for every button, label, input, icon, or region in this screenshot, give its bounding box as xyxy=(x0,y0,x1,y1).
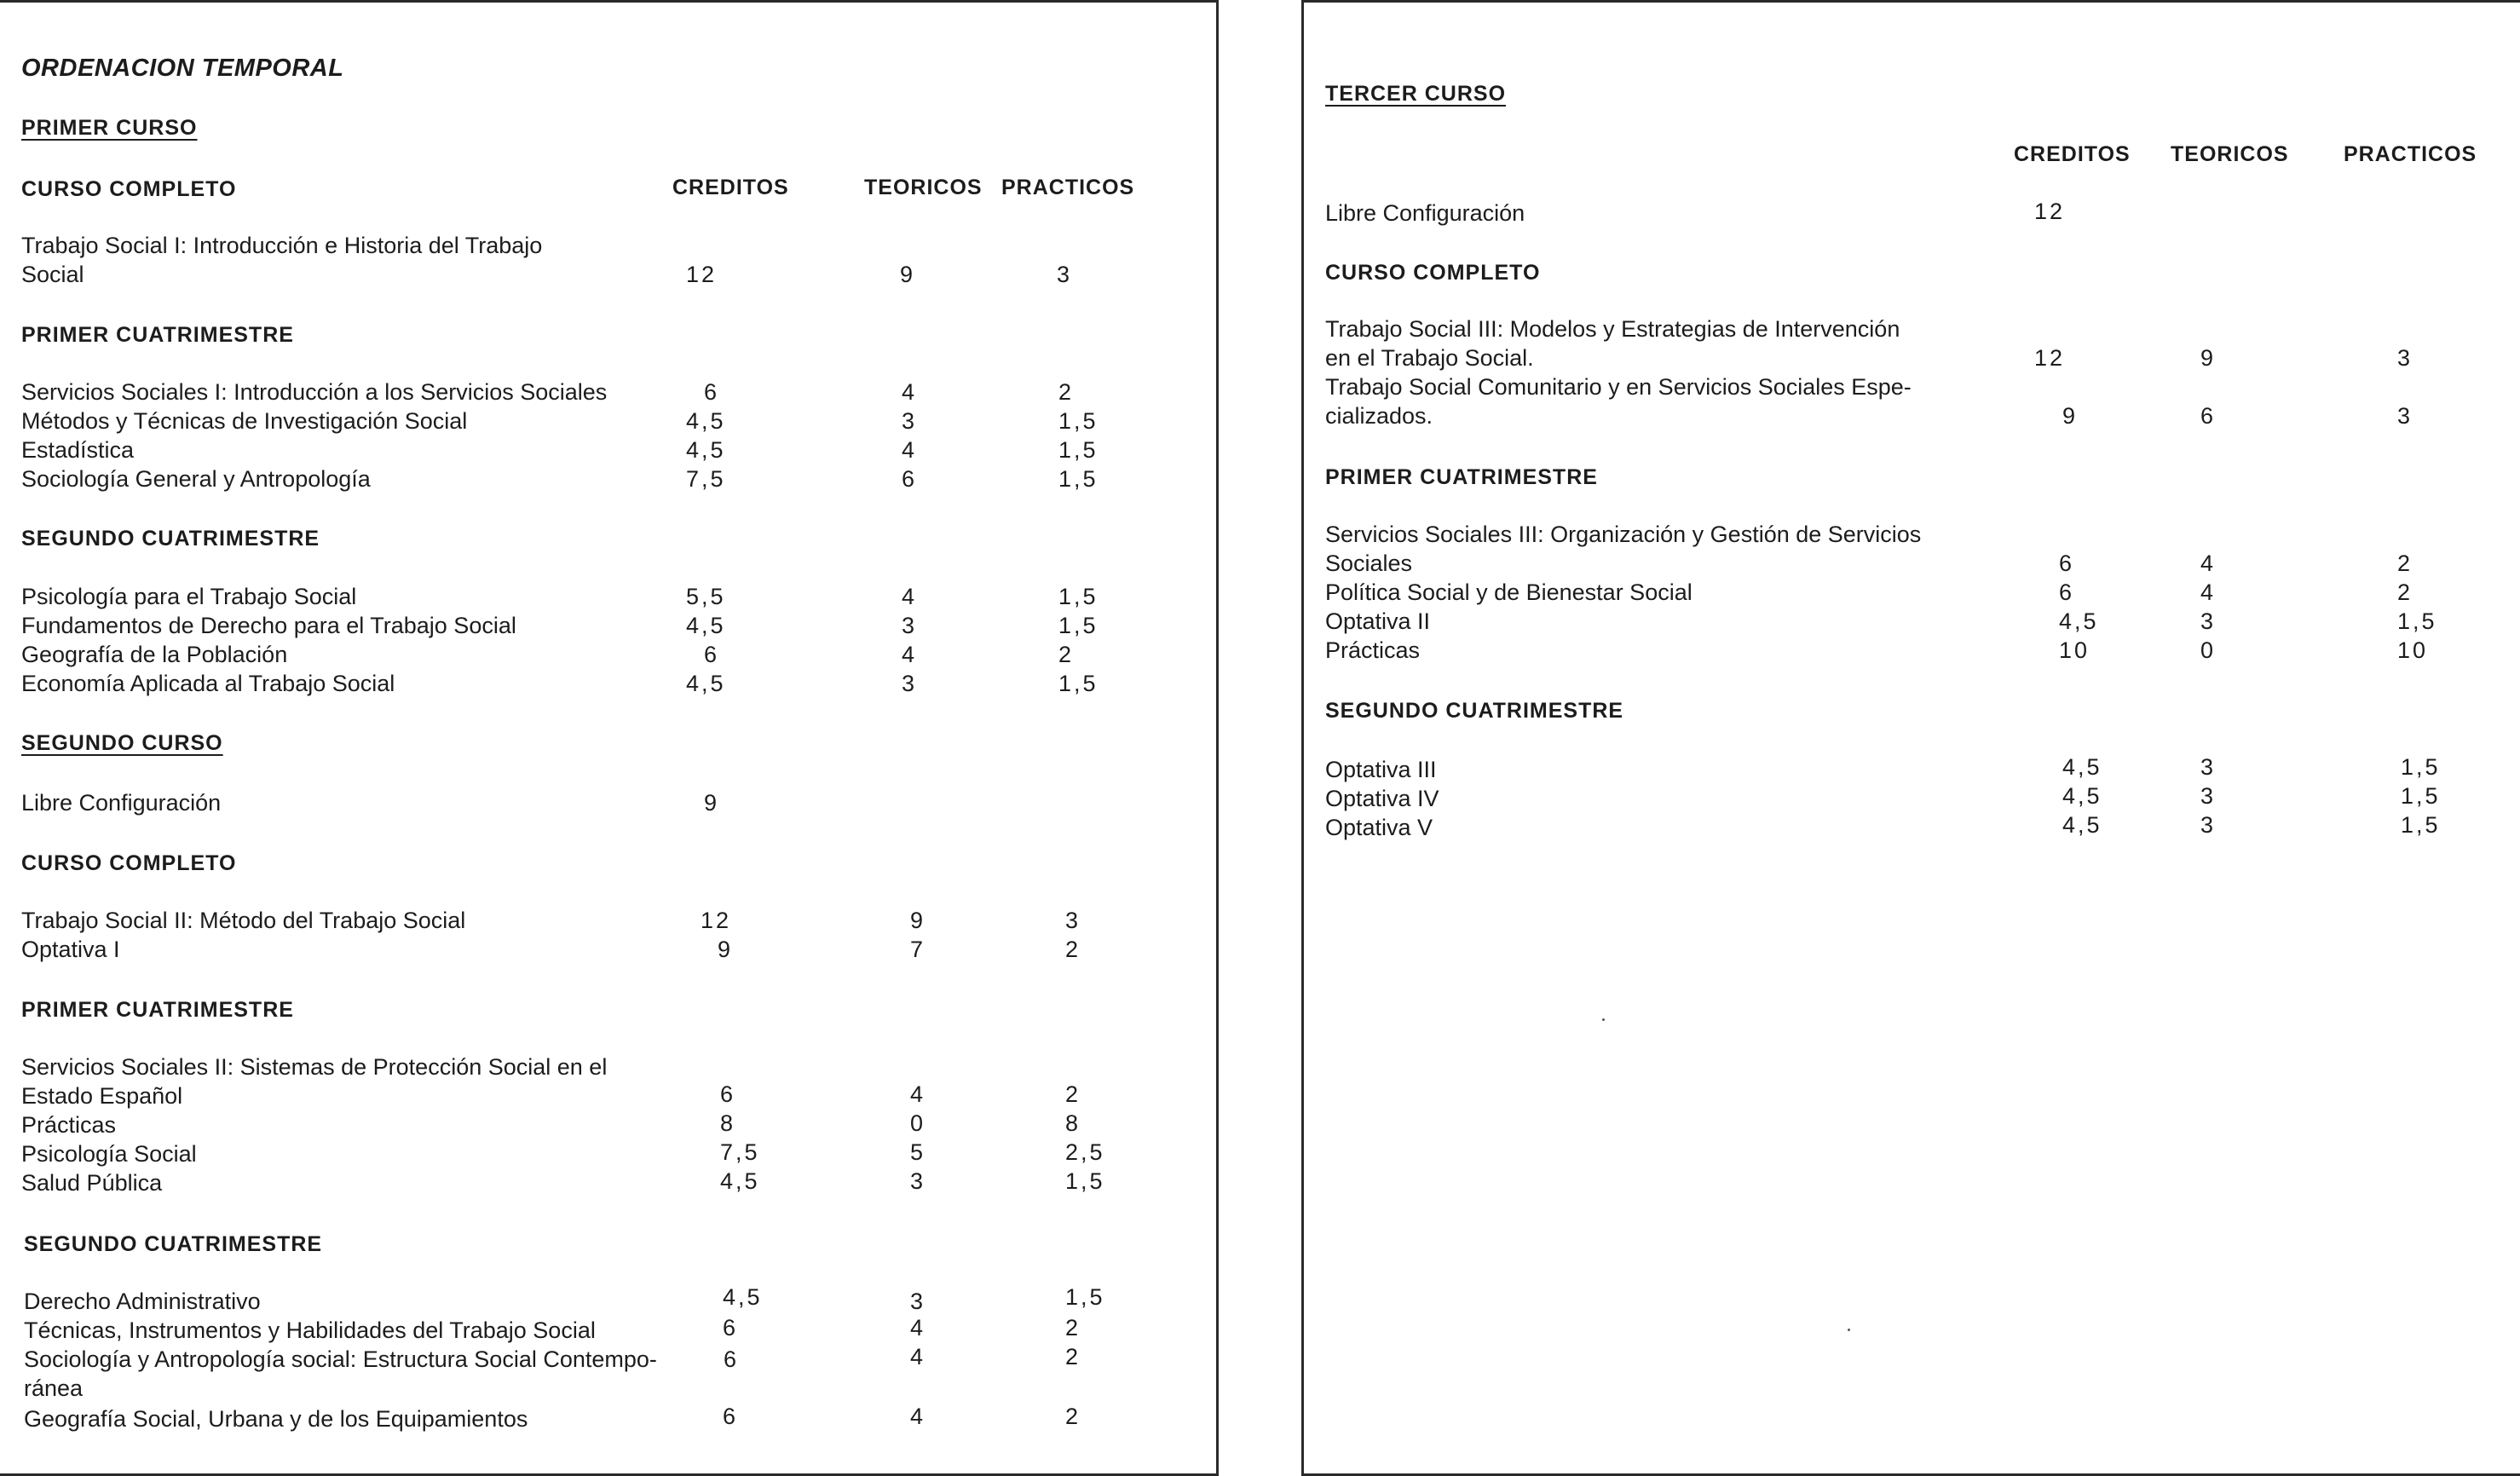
col-teoricos-header: TEORICOS xyxy=(864,176,983,199)
course-name: Trabajo Social III: Modelos y Estrategias de Intervención xyxy=(1325,316,1900,342)
course-name-cont: Social xyxy=(21,262,84,287)
practicos-value: 1,5 xyxy=(1058,466,1099,492)
tercer-curso-heading: TERCER CURSO xyxy=(1325,82,1507,106)
course-name: Sociología y Antropología social: Estructura Social Contempo- xyxy=(24,1346,657,1372)
teoricos-value: 9 xyxy=(910,908,924,933)
libre-configuracion: Libre Configuración xyxy=(1325,200,1525,226)
practicos-value: 2 xyxy=(2397,551,2411,576)
course-name: Trabajo Social II: Método del Trabajo Social xyxy=(21,908,466,933)
practicos-value: 2,5 xyxy=(1065,1139,1105,1165)
primer-cuatrimestre-heading: PRIMER CUATRIMESTRE xyxy=(21,323,294,347)
course-name: Optativa II xyxy=(1325,608,1431,634)
course-name: Servicios Sociales III: Organización y Gestión de Servicios xyxy=(1325,522,1922,547)
creditos-value: 9 xyxy=(718,937,731,962)
creditos-value: 4,5 xyxy=(686,408,726,434)
creditos-value: 6 xyxy=(2059,579,2073,605)
teoricos-value: 4 xyxy=(910,1404,924,1429)
creditos-value: 6 xyxy=(2059,551,2073,576)
creditos-value: 9 xyxy=(704,790,718,816)
left-page xyxy=(0,0,1219,1476)
practicos-value: 1,5 xyxy=(1065,1168,1105,1194)
segundo-cuatrimestre-heading: SEGUNDO CUATRIMESTRE xyxy=(24,1232,323,1256)
creditos-value: 4,5 xyxy=(686,671,726,696)
course-name: Optativa I xyxy=(21,937,120,962)
course-name: Optativa V xyxy=(1325,815,1433,840)
practicos-value: 1,5 xyxy=(1058,408,1099,434)
practicos-value: 10 xyxy=(2397,637,2429,663)
course-name: Prácticas xyxy=(21,1112,117,1138)
teoricos-value: 4 xyxy=(902,642,915,667)
course-name-cont: cializados. xyxy=(1325,403,1433,429)
primer-cuatrimestre-heading: PRIMER CUATRIMESTRE xyxy=(21,998,294,1022)
creditos-value: 10 xyxy=(2059,637,2090,663)
curso-completo-heading: CURSO COMPLETO xyxy=(1325,261,1541,285)
creditos-value: 7,5 xyxy=(720,1139,760,1165)
course-name-cont: en el Trabajo Social. xyxy=(1325,345,1534,371)
course-name: Prácticas xyxy=(1325,637,1421,663)
col-practicos-header: PRACTICOS xyxy=(2344,142,2477,166)
document-title: ORDENACION TEMPORAL xyxy=(21,55,344,82)
teoricos-value: 4 xyxy=(910,1081,924,1107)
teoricos-value: 9 xyxy=(900,262,914,287)
course-name-cont: Sociales xyxy=(1325,551,1413,576)
segundo-cuatrimestre-heading: SEGUNDO CUATRIMESTRE xyxy=(21,527,320,551)
creditos-value: 8 xyxy=(720,1110,734,1136)
practicos-value: 3 xyxy=(2397,345,2411,371)
practicos-value: 2 xyxy=(1065,937,1079,962)
practicos-value: 2 xyxy=(1065,1081,1079,1107)
col-creditos-header: CREDITOS xyxy=(2014,142,2131,166)
primer-curso-heading: PRIMER CURSO xyxy=(21,116,198,140)
col-teoricos-header: TEORICOS xyxy=(2171,142,2289,166)
practicos-value: 2 xyxy=(2397,579,2411,605)
creditos-value: 4,5 xyxy=(2062,754,2102,780)
course-name: Servicios Sociales I: Introducción a los Servicios Sociales xyxy=(21,379,608,405)
course-name: Métodos y Técnicas de Investigación Social xyxy=(21,408,468,434)
practicos-value: 1,5 xyxy=(1058,671,1099,696)
creditos-value: 5,5 xyxy=(686,584,726,609)
course-name: Geografía de la Población xyxy=(21,642,288,667)
creditos-value: 9 xyxy=(2062,403,2076,429)
course-name: Economía Aplicada al Trabajo Social xyxy=(21,671,395,696)
creditos-value: 12 xyxy=(2034,345,2066,371)
teoricos-value: 3 xyxy=(2200,783,2214,809)
practicos-value: 1,5 xyxy=(2401,754,2441,780)
teoricos-value: 4 xyxy=(910,1315,924,1341)
teoricos-value: 4 xyxy=(910,1344,924,1369)
course-name: Trabajo Social I: Introducción e Historia del Trabajo xyxy=(21,233,543,258)
practicos-value: 2 xyxy=(1058,379,1072,405)
teoricos-value: 3 xyxy=(902,671,915,696)
course-name: Psicología Social xyxy=(21,1141,197,1167)
creditos-value: 6 xyxy=(704,642,718,667)
teoricos-value: 4 xyxy=(2200,551,2214,576)
creditos-value: 4,5 xyxy=(723,1284,763,1310)
scan-speck xyxy=(1602,1018,1605,1021)
course-name-cont: ránea xyxy=(24,1375,84,1401)
course-name: Estadística xyxy=(21,437,135,463)
creditos-value: 6 xyxy=(720,1081,734,1107)
col-practicos-header: PRACTICOS xyxy=(1001,176,1135,199)
course-name: Sociología General y Antropología xyxy=(21,466,371,492)
practicos-value: 3 xyxy=(1065,908,1079,933)
teoricos-value: 5 xyxy=(910,1139,924,1165)
teoricos-value: 9 xyxy=(2200,345,2214,371)
right-page xyxy=(1301,0,2520,1476)
course-name: Optativa III xyxy=(1325,757,1437,782)
teoricos-value: 4 xyxy=(902,584,915,609)
teoricos-value: 0 xyxy=(2200,637,2214,663)
teoricos-value: 4 xyxy=(2200,579,2214,605)
segundo-curso-heading: SEGUNDO CURSO xyxy=(21,731,223,755)
practicos-value: 1,5 xyxy=(2397,608,2437,634)
creditos-value: 6 xyxy=(724,1346,737,1372)
creditos-value: 4,5 xyxy=(2062,812,2102,838)
creditos-value: 4,5 xyxy=(720,1168,760,1194)
creditos-value: 7,5 xyxy=(686,466,726,492)
course-name: Trabajo Social Comunitario y en Servicios Sociales Espe- xyxy=(1325,374,1912,400)
teoricos-value: 3 xyxy=(902,408,915,434)
creditos-value: 12 xyxy=(686,262,718,287)
teoricos-value: 3 xyxy=(902,613,915,638)
curso-completo-heading: CURSO COMPLETO xyxy=(21,177,237,201)
practicos-value: 1,5 xyxy=(1065,1284,1105,1310)
course-name: Servicios Sociales II: Sistemas de Protección Social en el xyxy=(21,1054,608,1080)
course-name: Fundamentos de Derecho para el Trabajo Social xyxy=(21,613,516,638)
col-creditos-header: CREDITOS xyxy=(672,176,789,199)
creditos-value: 6 xyxy=(723,1404,736,1429)
practicos-value: 1,5 xyxy=(2401,812,2441,838)
teoricos-value: 3 xyxy=(2200,608,2214,634)
teoricos-value: 3 xyxy=(910,1168,924,1194)
practicos-value: 1,5 xyxy=(1058,437,1099,463)
teoricos-value: 3 xyxy=(910,1289,924,1314)
creditos-value: 6 xyxy=(723,1315,736,1341)
course-name: Política Social y de Bienestar Social xyxy=(1325,579,1692,605)
segundo-cuatrimestre-heading: SEGUNDO CUATRIMESTRE xyxy=(1325,699,1624,723)
creditos-value: 4,5 xyxy=(2059,608,2099,634)
teoricos-value: 6 xyxy=(902,466,915,492)
course-name-cont: Estado Español xyxy=(21,1083,183,1109)
practicos-value: 8 xyxy=(1065,1110,1079,1136)
teoricos-value: 3 xyxy=(2200,812,2214,838)
creditos-value: 4,5 xyxy=(686,613,726,638)
creditos-value: 6 xyxy=(704,379,720,405)
teoricos-value: 4 xyxy=(902,379,915,405)
practicos-value: 2 xyxy=(1065,1315,1079,1341)
course-name: Psicología para el Trabajo Social xyxy=(21,584,357,609)
practicos-value: 2 xyxy=(1058,642,1072,667)
practicos-value: 2 xyxy=(1065,1344,1079,1369)
practicos-value: 1,5 xyxy=(1058,584,1099,609)
course-name: Salud Pública xyxy=(21,1170,163,1196)
course-name: Geografía Social, Urbana y de los Equipamientos xyxy=(24,1406,528,1432)
libre-configuracion: Libre Configuración xyxy=(21,790,222,816)
course-name: Técnicas, Instrumentos y Habilidades del Trabajo Social xyxy=(24,1317,596,1343)
course-name: Derecho Administrativo xyxy=(24,1289,261,1314)
teoricos-value: 3 xyxy=(2200,754,2214,780)
creditos-value: 4,5 xyxy=(2062,783,2102,809)
teoricos-value: 6 xyxy=(2200,403,2214,429)
creditos-value: 4,5 xyxy=(686,437,726,463)
practicos-value: 3 xyxy=(2397,403,2411,429)
primer-cuatrimestre-heading: PRIMER CUATRIMESTRE xyxy=(1325,465,1598,489)
practicos-value: 1,5 xyxy=(1058,613,1099,638)
scan-speck xyxy=(1848,1329,1850,1331)
creditos-value: 12 xyxy=(2034,199,2066,224)
practicos-value: 2 xyxy=(1065,1404,1079,1429)
course-name: Optativa IV xyxy=(1325,786,1439,811)
creditos-value: 12 xyxy=(701,908,732,933)
practicos-value: 1,5 xyxy=(2401,783,2441,809)
curso-completo-heading: CURSO COMPLETO xyxy=(21,851,237,875)
teoricos-value: 4 xyxy=(902,437,915,463)
teoricos-value: 7 xyxy=(910,937,924,962)
teoricos-value: 0 xyxy=(910,1110,924,1136)
practicos-value: 3 xyxy=(1057,262,1070,287)
